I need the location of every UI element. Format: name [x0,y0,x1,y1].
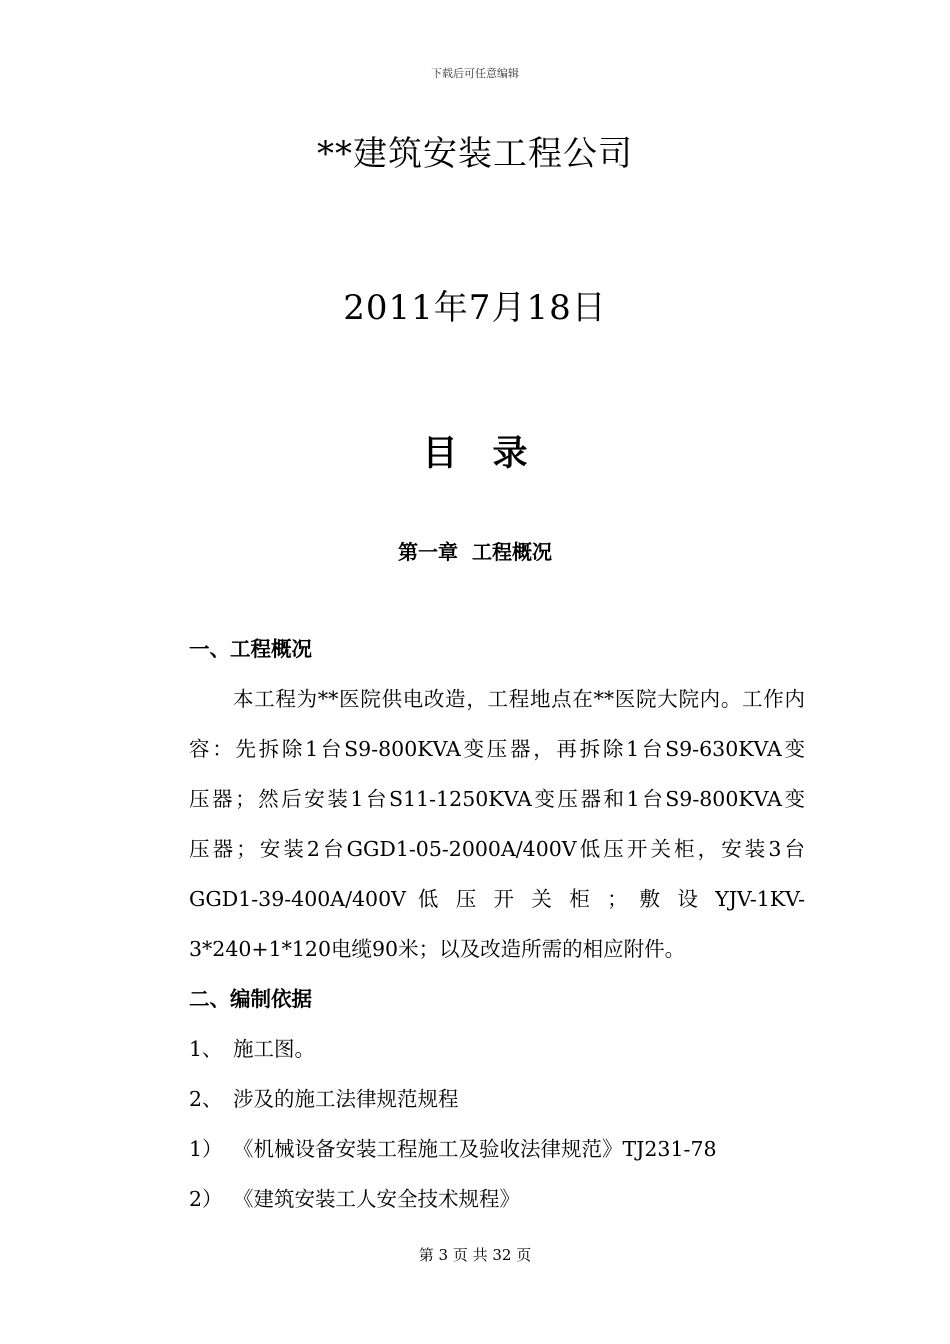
paragraph-line: 本工程为**医院供电改造，工程地点在**医院大院内。工作内 [233,687,805,711]
list-item [145,1074,805,1124]
company-name: **建筑安装工程公司 [317,134,633,174]
list-item-text: 施工图。 [233,1037,315,1061]
section-heading-basis: 二、编制依据 [189,987,312,1011]
paragraph-line: 3*240+1*120电缆90米；以及改造所需的相应附件。 [189,937,686,961]
toc-title: 目 录 [422,434,528,474]
list-item-text: 《建筑安装工人安全技术规程》 [233,1187,520,1211]
paragraph-line: GGD1-39-400A/400V 低 压 开 关 柜 ； 敷 设 YJV-1KV- [189,887,805,911]
list-item [145,1174,805,1224]
list-item-number: 1） [189,1137,223,1161]
list-item-number: 2） [189,1187,223,1211]
paragraph-line: 压器；然后安装1台S11-1250KVA变压器和1台S9-800KVA变 [189,787,805,811]
list-item [145,1024,805,1074]
chapter-title: 第一章 工程概况 [398,540,552,564]
page-footer: 第 3 页 共 32 页 [418,1246,532,1264]
document-body [145,624,805,1224]
overview-paragraph [145,674,805,974]
list-item [145,1124,805,1174]
list-item-number: 2、 [189,1087,223,1111]
paragraph-line: 压器；安装2台GGD1-05-2000A/400V低压开关柜，安装3台 [189,837,805,861]
section-heading-overview: 一、工程概况 [189,637,312,661]
list-item-text: 涉及的施工法律规范规程 [233,1087,459,1111]
document-date: 2011年7月18日 [343,288,607,328]
list-item-number: 1、 [189,1037,223,1061]
header-note: 下载后可任意编辑 [431,67,519,80]
list-item-text: 《机械设备安装工程施工及验收法律规范》TJ231-78 [233,1137,717,1161]
paragraph-line: 容：先拆除1台S9-800KVA变压器，再拆除1台S9-630KVA变 [189,737,805,761]
